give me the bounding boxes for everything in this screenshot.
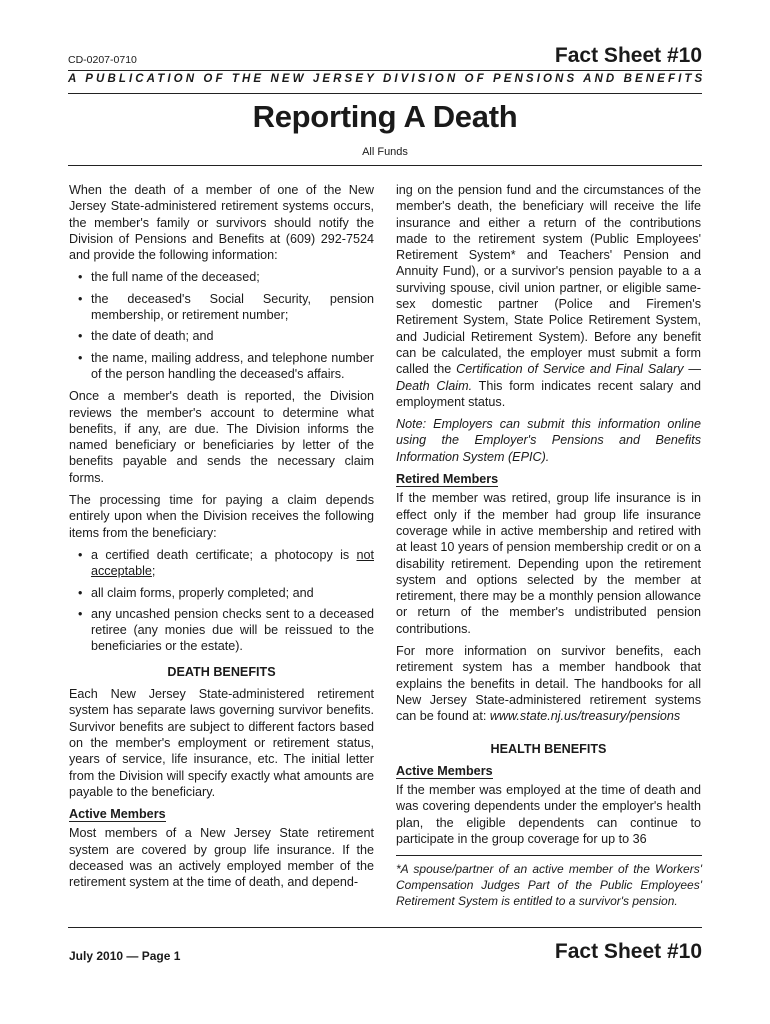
retired-members-heading: Retired Members xyxy=(396,472,499,487)
list-item: • the full name of the deceased; xyxy=(78,270,260,285)
header-rule-top xyxy=(68,70,702,71)
active-members-paragraph: Most members of a New Jersey State retirement system are covered by group life insurance. If the deceased was an actively employed member of the retirement system at the time of death, and depend- xyxy=(69,826,374,890)
header-top xyxy=(68,44,702,70)
list-item: • any uncashed pension checks sent to a deceased retiree (any monies due will be reissued to the beneficiaries or the estate). xyxy=(78,606,374,654)
active-members-heading: Active Members xyxy=(69,807,166,822)
bullet-icon: • xyxy=(78,547,83,562)
right-column xyxy=(396,182,701,853)
list-item: • the date of death; and xyxy=(78,329,214,344)
bullet-icon: • xyxy=(78,585,83,600)
document-number: CD-0207-0710 xyxy=(68,54,137,66)
bullet-icon: • xyxy=(78,291,83,306)
list-item: • the deceased's Social Security, pension membership, or retirement number; xyxy=(78,291,374,323)
health-active-paragraph: If the member was employed at the time of death and was covering dependents under the employer's health plan, the eligible dependents can continue to participate in the group coverage for up to 36 xyxy=(396,783,701,846)
review-paragraph: Once a member's death is reported, the Division reviews the member's account to determine what benefits, if any, are due. The Division informs the named beneficiary or beneficiaries by letter of the benefits payable and sends the necessary claim forms. xyxy=(69,389,374,485)
death-benefits-paragraph: Each New Jersey State-administered retirement system has separate laws governing survivor benefits. Survivor benefits are subject to different factors based on the member's employment or retirement status, years of service, life insurance, etc. The initial letter from the Division will specify exactly what amounts are payable to the beneficiary. xyxy=(69,687,374,799)
intro-paragraph: When the death of a member of one of the New Jersey State-administered retirement systems occurs, the member's family or survivors should notify the Division of Pensions and Benefits at (609) 292-7524 and provide the following information: xyxy=(69,183,374,263)
retired-members-paragraph: If the member was retired, group life insurance is in effect only if the member had group life insurance coverage while in active membership and retired with at least 10 years of pension membership credit or on a disability retirement. Depending upon the retirement system and options selected by the member at retirement, there may be a monthly pension allowance or return of the member's undistributed pension contributions. xyxy=(396,491,701,636)
processing-paragraph: The processing time for paying a claim depends entirely upon when the Division receives the following items from the beneficiary: xyxy=(69,493,374,540)
health-active-members-heading: Active Members xyxy=(396,763,493,778)
list-item: • a certified death certificate; a photocopy is not acceptable; xyxy=(78,547,374,579)
list-item: • the name, mailing address, and telephone number of the person handling the deceased's affairs. xyxy=(78,350,374,381)
form-name: Certification of Service and Final Salary — Death Claim. xyxy=(396,362,701,393)
title-rule xyxy=(68,165,702,166)
health-benefits-heading: HEALTH BENEFITS xyxy=(490,741,607,756)
handbook-link[interactable]: www.state.nj.us/treasury/pensions xyxy=(489,709,681,724)
bullet-icon: • xyxy=(78,329,83,344)
bullet-icon: • xyxy=(78,350,83,365)
page-subtitle: All Funds xyxy=(362,146,408,158)
page-title: Reporting A Death xyxy=(252,99,518,134)
continued-paragraph: ing on the pension fund and the circumstances of the member's death, the beneficiary will receive the life insurance and either a return of the contributions made to the retirement system (Public Employees' Retirement System* and Teachers' Pension and Annuity Fund), or a survivor's pension payable to a a surviving spouse, civil union partner, or eligible same-sex domestic partner (Police and Firemen's Retirement System, State Police Retirement System, and Judicial Retirement System). Before any benefit can be calculated, the employer must submit a form called the Certification of Service and Final Salary — Death Claim. This form indicates recent salary and employment status. xyxy=(396,183,702,409)
left-column xyxy=(69,182,374,897)
bullet-icon: • xyxy=(78,606,83,621)
publication-banner: A PUBLICATION OF THE NEW JERSEY DIVISION OF PENSIONS AND BENEFITS xyxy=(68,73,706,85)
header-rule-bottom xyxy=(68,93,702,94)
footer-fact-sheet-label: Fact Sheet #10 xyxy=(554,940,702,963)
claim-items-list xyxy=(69,547,374,655)
death-benefits-heading: DEATH BENEFITS xyxy=(167,664,276,679)
footer-rule xyxy=(68,927,702,928)
not-acceptable-emphasis: not acceptable xyxy=(91,547,374,579)
bullet-icon: • xyxy=(78,270,83,285)
footer-date-page: July 2010 — Page 1 xyxy=(69,949,181,963)
fact-sheet-label: Fact Sheet #10 xyxy=(554,44,702,67)
info-list xyxy=(69,269,374,382)
footnote: *A spouse/partner of an active member of the Workers' Compensation Judges Part of the Public Employees' Retirement System is entitled to a survivor's pension. xyxy=(396,855,702,909)
epic-note: Note: Employers can submit this information online using the Employer's Pensions and Benefits Information System (EPIC). xyxy=(396,417,701,464)
list-item: • all claim forms, properly completed; and xyxy=(78,585,314,600)
handbook-paragraph: For more information on survivor benefits, each retirement system has a member handbook that explains the benefits in detail. The handbooks for all New Jersey State-administered retirement systems can be found at: www.state.nj.us/treasury/pensions xyxy=(396,644,701,724)
